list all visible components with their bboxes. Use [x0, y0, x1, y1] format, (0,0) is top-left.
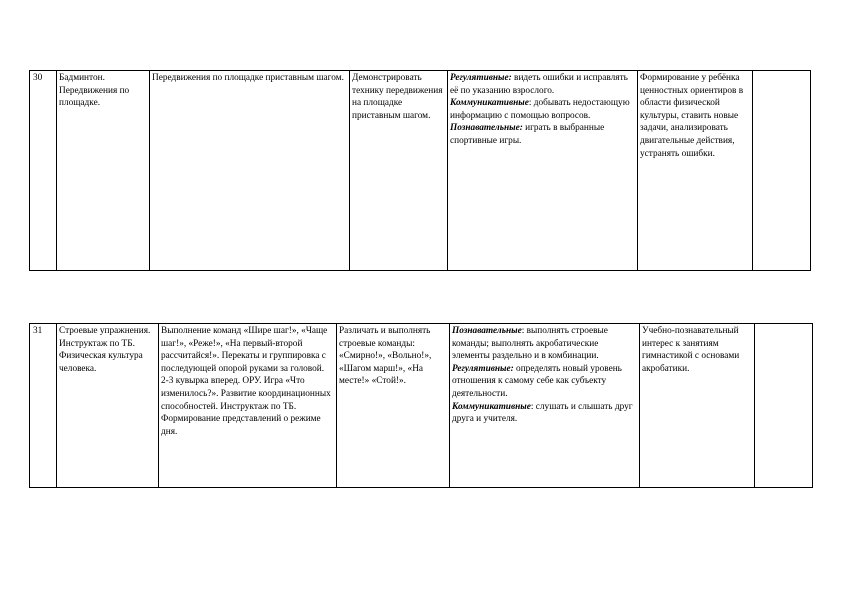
lesson-number: 30	[30, 71, 57, 271]
lesson-activity: Выполнение команд «Шире шаг!», «Чаще шаг!», «Реже!», «На первый-второй рассчитайся!». Перекаты и группировка с последующей опорой руками за головой. 2-3 кувырка вперед. ОРУ. Игра «Что изменилось?». Развитие координационных способностей. Инструктаж по ТБ. Формирование представлений о режиме дня.	[159, 324, 337, 488]
uud-text: видеть ошибки и исправлять её по указанию взрослого.	[450, 73, 628, 96]
uud-label: Познавательные:	[450, 123, 523, 134]
lesson-goal: Демонстрировать технику передвижения на площадке приставным шагом.	[350, 71, 448, 271]
lesson-topic: Строевые упражнения. Инструктаж по ТБ. Физическая культура человека.	[57, 324, 159, 488]
lesson-table-30	[29, 70, 811, 271]
uud-item	[450, 97, 635, 122]
lesson-uud	[448, 71, 638, 271]
lesson-goal: Различать и выполнять строевые команды: «Смирно!», «Вольно!», «Шагом марш!», «На месте!» «Стой!».	[337, 324, 450, 488]
uud-item	[452, 401, 637, 426]
lesson-number: 31	[30, 324, 57, 488]
uud-label: Познавательные	[452, 326, 522, 336]
lesson-personal: Учебно-познавательный интерес к занятиям гимнастикой с основами акробатики.	[640, 324, 755, 488]
lesson-extra	[755, 324, 813, 488]
uud-text: : добывать недостающую информацию с помощью вопросов.	[450, 98, 630, 121]
uud-label: Коммуникативные	[450, 98, 529, 109]
uud-label: Регулятивные:	[450, 73, 512, 83]
uud-item	[450, 122, 635, 147]
uud-text: : слушать и слышать друг друга и учителя.	[452, 401, 633, 425]
lesson-topic: Бадминтон. Передвижения по площадке.	[57, 71, 150, 271]
lesson-activity: Передвижения по площадке приставным шагом.	[150, 71, 350, 271]
table-row	[30, 71, 811, 271]
lesson-personal: Формирование у ребёнка ценностных ориентиров в области физической культуры, ставить новые задачи, анализировать двигательные действия, устранять ошибки.	[638, 71, 753, 271]
uud-item	[452, 363, 637, 401]
uud-text: играть в выбранные спортивные игры.	[450, 123, 605, 146]
table-row	[30, 324, 813, 488]
uud-label: Коммуникативные	[452, 401, 531, 412]
uud-label: Регулятивные:	[452, 363, 514, 374]
lesson-extra	[753, 71, 811, 271]
uud-item	[452, 325, 637, 363]
lesson-uud	[450, 324, 640, 488]
uud-text: определять новый уровень отношения к самому себе как субъекту деятельности.	[452, 363, 622, 399]
uud-text: : выполнять строевые команды; выполнять акробатические элементы раздельно и в комбинации.	[452, 326, 608, 362]
uud-item	[450, 72, 635, 97]
lesson-table-31	[29, 323, 813, 488]
